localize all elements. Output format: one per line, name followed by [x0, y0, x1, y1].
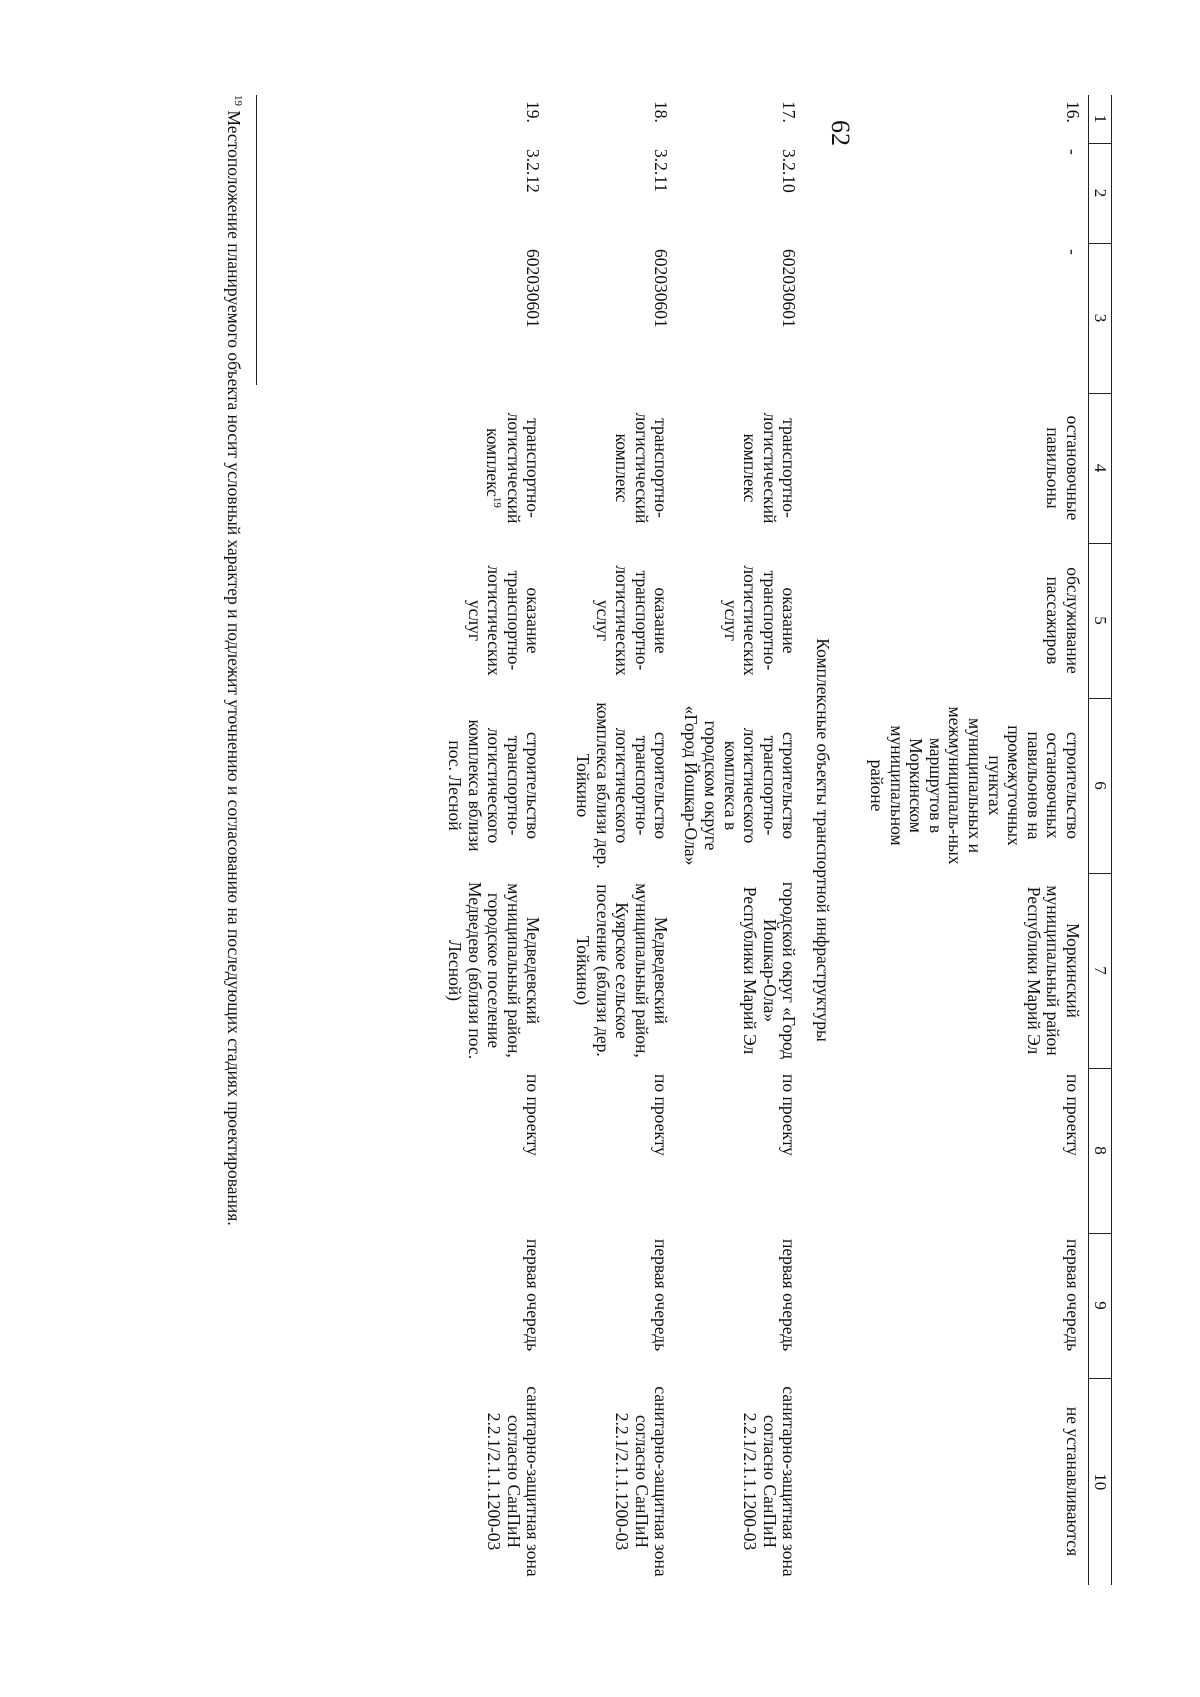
cell-purpose: обслуживание пассажиров [1043, 567, 1083, 674]
cell-object-type [420, 393, 548, 543]
header-cell: 9 [1089, 1233, 1112, 1378]
cell-number: 17. [779, 101, 800, 123]
header-cell: 1 [1089, 95, 1112, 143]
object-type-text: транспортно-логистический комплекс [483, 412, 544, 524]
footnote-divider [256, 95, 257, 385]
footnote-ref: 19 [491, 496, 504, 508]
cell-class-code: - [1063, 249, 1083, 255]
header-cell: 10 [1089, 1378, 1112, 1585]
header-cell: 3 [1089, 243, 1112, 393]
cell-location: городской округ «Город Йошкар-Ола» Республики Марий Эл [740, 881, 800, 1060]
header-cell: 4 [1089, 393, 1112, 543]
cell-number: 19. [523, 101, 544, 123]
table-row [420, 95, 548, 1585]
cell-code: 3.2.11 [651, 149, 672, 193]
cell-object-type: транспортно-логистический комплекс [612, 412, 672, 524]
cell-characteristics: по проекту [651, 1074, 672, 1156]
cell-purpose: оказание транспортно-логистических услуг [592, 565, 672, 676]
cell-purpose: оказание транспортно-логистических услуг [464, 565, 544, 676]
cell-location: Моркинский муниципальный район Республики Марий Эл [1023, 885, 1083, 1056]
footnote-mark: 19 [231, 95, 244, 106]
cell-stage: первая очередь [779, 1239, 800, 1352]
cell-class-code: 602030601 [651, 249, 672, 328]
cell-stage: первая очередь [1063, 1239, 1083, 1352]
cell-stage: первая очередь [651, 1239, 672, 1352]
header-cell: 6 [1089, 698, 1112, 873]
footnote-text: Местоположение планируемого объекта носит условный характер и подлежит уточнению и согласованию на последующих стадиях проектирования. [224, 106, 244, 1226]
cell-description: строительство транспортно-логистического комплекса вблизи пос. Лесной [445, 719, 544, 852]
cell-code: - [1063, 149, 1083, 155]
rotated-page-content [197, 95, 1112, 1655]
cell-class-code: 602030601 [779, 249, 800, 328]
cell-zone: не устанавливаются [1063, 1406, 1083, 1557]
cell-number: 18. [651, 101, 672, 123]
table-row [842, 95, 1089, 1585]
section-title: Комплексные объекты транспортной инфраструктуры [813, 638, 833, 1042]
table-row [676, 95, 804, 1585]
cell-description: строительство остановочных павильонов на промежуточных пунктах муниципальных и межмуниципаль-ных маршрутов в Моркинском муниципальном районе [867, 706, 1083, 865]
footnote [223, 95, 244, 1655]
header-row [1089, 95, 1112, 1585]
planning-table [420, 95, 1112, 1585]
cell-location: Медведевский муниципальный район, городское поселение Медведево (вблизи пос. Лесной) [445, 881, 544, 1060]
cell-zone: санитарно-защитная зона согласно СанПиН 2.2.1/2.1.1.1200-03 [740, 1386, 800, 1577]
header-cell: 2 [1089, 143, 1112, 243]
cell-code: 3.2.10 [779, 149, 800, 193]
header-cell: 8 [1089, 1068, 1112, 1233]
cell-object-type: транспортно-логистический комплекс [740, 412, 800, 524]
page-number: 62 [826, 120, 855, 146]
cell-zone: санитарно-защитная зона согласно СанПиН 2.2.1/2.1.1.1200-03 [612, 1386, 672, 1577]
cell-characteristics: по проекту [1063, 1074, 1083, 1156]
cell-description: строительство транспортно-логистического комплекса в городском округе «Город Йошкар-Ола» [681, 705, 800, 866]
cell-object-type: остановочные павильоны [1043, 415, 1083, 521]
cell-purpose: оказание транспортно-логистических услуг [720, 565, 800, 676]
cell-zone: санитарно-защитная зона согласно СанПиН 2.2.1/2.1.1.1200-03 [484, 1386, 544, 1577]
cell-characteristics: по проекту [779, 1074, 800, 1156]
cell-number: 16. [1063, 101, 1083, 123]
cell-code: 3.2.12 [523, 149, 544, 193]
table-row [548, 95, 676, 1585]
header-cell: 5 [1089, 543, 1112, 698]
cell-characteristics: по проекту [523, 1074, 544, 1156]
cell-stage: первая очередь [523, 1239, 544, 1352]
cell-class-code: 602030601 [523, 249, 544, 328]
header-cell: 7 [1089, 873, 1112, 1068]
cell-description: строительство транспортно-логистического комплекса вблизи дер. Тойкино [573, 702, 672, 869]
section-row [804, 95, 842, 1585]
cell-location: Медведевский муниципальный район, Куярское сельское поселение (вблизи дер. Тойкино) [573, 883, 672, 1058]
